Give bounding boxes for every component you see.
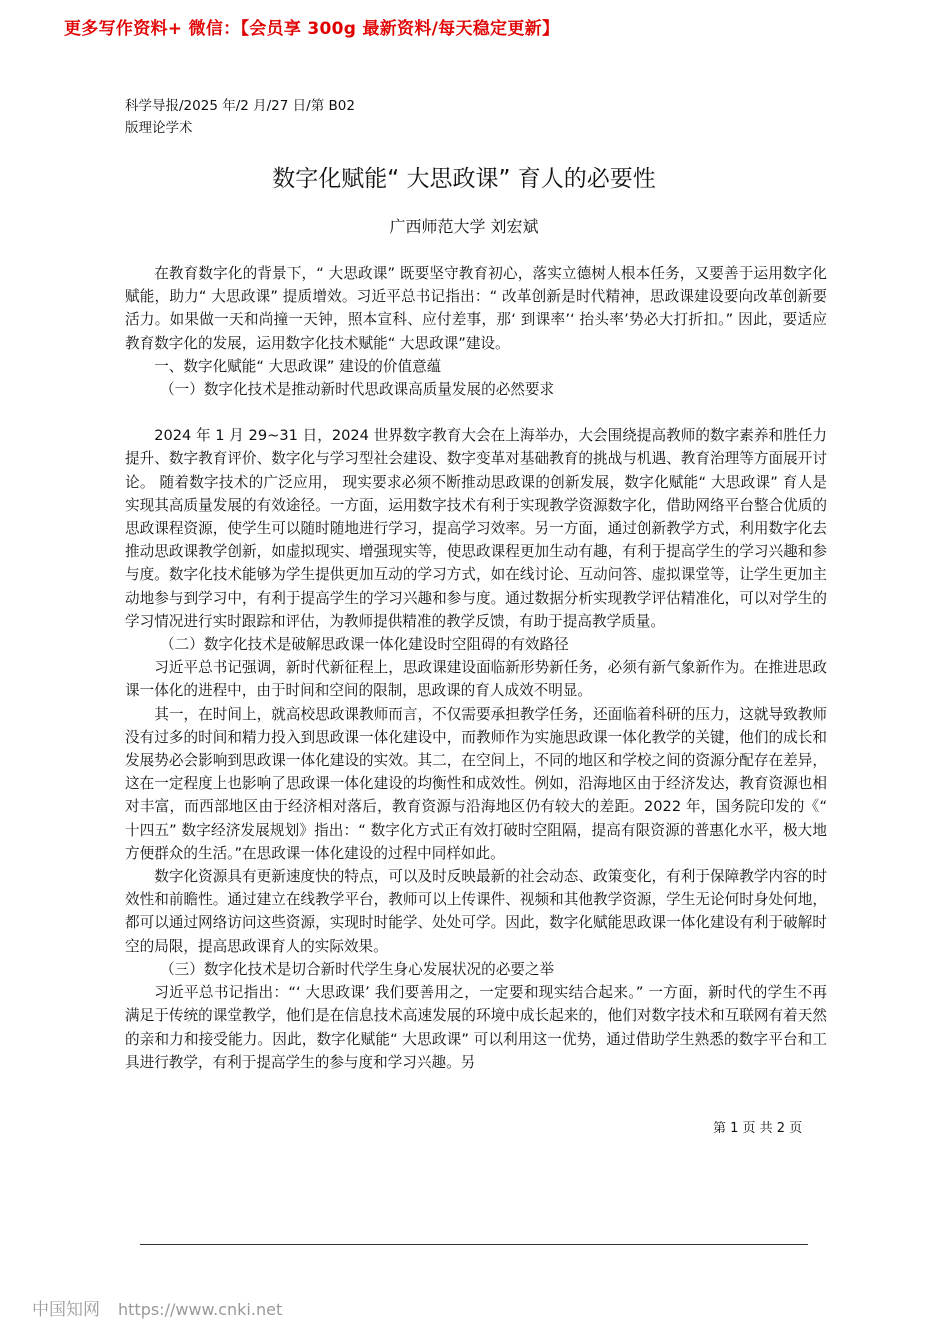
source-citation (125, 95, 355, 139)
watermark-url: https://www.cnki.net (118, 1300, 283, 1319)
section-heading-1: 一、数字化赋能“ 大思政课” 建设的价值意蕴 (154, 357, 442, 375)
paragraph: 习近平总书记强调，新时代新征程上，思政课建设面临新形势新任务，必须有新气象新作为。在推进思政课一体化的进程中，由于时间和空间的限制，思政课的育人成效不明显。 (125, 659, 827, 700)
footer-divider (140, 1244, 808, 1245)
paragraph: 其一，在时间上，就高校思政课教师而言，不仅需要承担教学任务，还面临着科研的压力，这就导致教师没有过多的时间和精力投入到思政课一体化建设中，而教师作为实施思政课一体化教学的关键，他们的成长和发展势必会影响到思政课一体化建设的实效。其二，在空间上，不同的地区和学校之间的资源分配存在差异，这在一定程度上也影响了思政课一体化建设的均衡性和成效性。例如，沿海地区由于经济发达，教育资源也相对丰富，而西部地区由于经济相对落后，教育资源与沿海地区仍有较大的差距。2022 年，国务院印发的《“ 十四五” 数字经济发展规划》指出：“ 数字化方式正有效打破时空阻隔，提高有限资源的普惠化水平，极大地方便群众的生活。”在思政课一体化建设的过程中同样如此。 (125, 705, 827, 862)
page-number: 第 1 页 共 2 页 (713, 1121, 803, 1136)
paragraph: 习近平总书记指出：“‘ 大思政课’ 我们要善用之，一定要和现实结合起来。” 一方面，新时代的学生不再满足于传统的课堂教学，他们是在信息技术高速发展的环境中成长起来的，他们对数字技术和互联网有着天然的亲和力和接受能力。因此，数字化赋能“ 大思政课” 可以利用这一优势，通过借助学生熟悉的数字平台和工具进行教学，有利于提高学生的参与度和学习兴趣。另 (125, 984, 827, 1071)
article-title: 数字化赋能“ 大思政课” 育人的必要性 (272, 166, 656, 192)
subsection-heading-3: （三）数字化技术是切合新时代学生身心发展状况的必要之举 (160, 960, 555, 978)
subsection-heading-2: （二）数字化技术是破解思政课一体化建设时空阻碍的有效路径 (160, 636, 569, 654)
paragraph-intro: 在教育数字化的背景下，“ 大思政课” 既要坚守教育初心，落实立德树人根本任务，又要善于运用数字化赋能，助力“ 大思政课” 提质增效。习近平总书记指出：“ 改革创新是时代精神，思政课建设要向改革创新要活力。如果做一天和尚撞一天钟，照本宣科、应付差事，那‘ 到课率’‘ 抬头率’势必大打折扣。” 因此，要适应教育数字化的发展，运用数字化技术赋能“ 大思政课”建设。 (125, 265, 827, 352)
article-body (125, 262, 827, 1074)
subsection-heading-1: （一）数字化技术是推动新时代思政课高质量发展的必然要求 (160, 381, 555, 399)
source-line-1: 科学导报/2025 年/2 月/27 日/第 B02 (125, 98, 355, 114)
article-author: 广西师范大学 刘宏斌 (389, 217, 539, 236)
paragraph: 数字化资源具有更新速度快的特点，可以及时反映最新的社会动态、政策变化，有利于保障教学内容的时效性和前瞻性。通过建立在线教学平台，教师可以上传课件、视频和其他教学资源，学生无论何时身处何地，都可以通过网络访问这些资源，实现时时能学、处处可学。因此，数字化赋能思政课一体化建设有利于破解时空的局限，提高思政课育人的实际效果。 (125, 868, 827, 955)
watermark (32, 1295, 282, 1320)
promo-banner: 更多写作资料+ 微信：【会员享 300g 最新资料/每天稳定更新】 (64, 19, 560, 39)
paragraph: 2024 年 1 月 29~31 日，2024 世界数字教育大会在上海举办，大会围绕提高教师的数字素养和胜任力提升、数字教育评价、数字化与学习型社会建设、数字变革对基础教育的挑战与机遇、教育治理等方面展开讨论。 随着数字技术的广泛应用， 现实要求必须不断推动思政课的创新发展，数字化赋能“ 大思政课” 育人是实现其高质量发展的有效途径。一方面，运用数字技术有利于实现教学资源数字化，借助网络平台整合优质的思政课程资源，使学生可以随时随地进行学习，提高学习效率。另一方面，通过创新教学方式，利用数字化去推动思政课教学创新，如虚拟现实、增强现实等，使思政课程更加生动有趣，有利于提高学生的学习兴趣和参与度。数字化技术能够为学生提供更加互动的学习方式，如在线讨论、互动问答、虚拟课堂等，让学生更加主动地参与到学习中，有利于提高学生的学习兴趣和参与度。通过数据分析实现教学评估精准化，可以对学生的学习情况进行实时跟踪和评估，为教师提供精准的教学反馈，有助于提高教学质量。 (125, 427, 827, 630)
source-line-2: 版理论学术 (125, 120, 193, 136)
watermark-site: 中国知网 (32, 1300, 100, 1320)
